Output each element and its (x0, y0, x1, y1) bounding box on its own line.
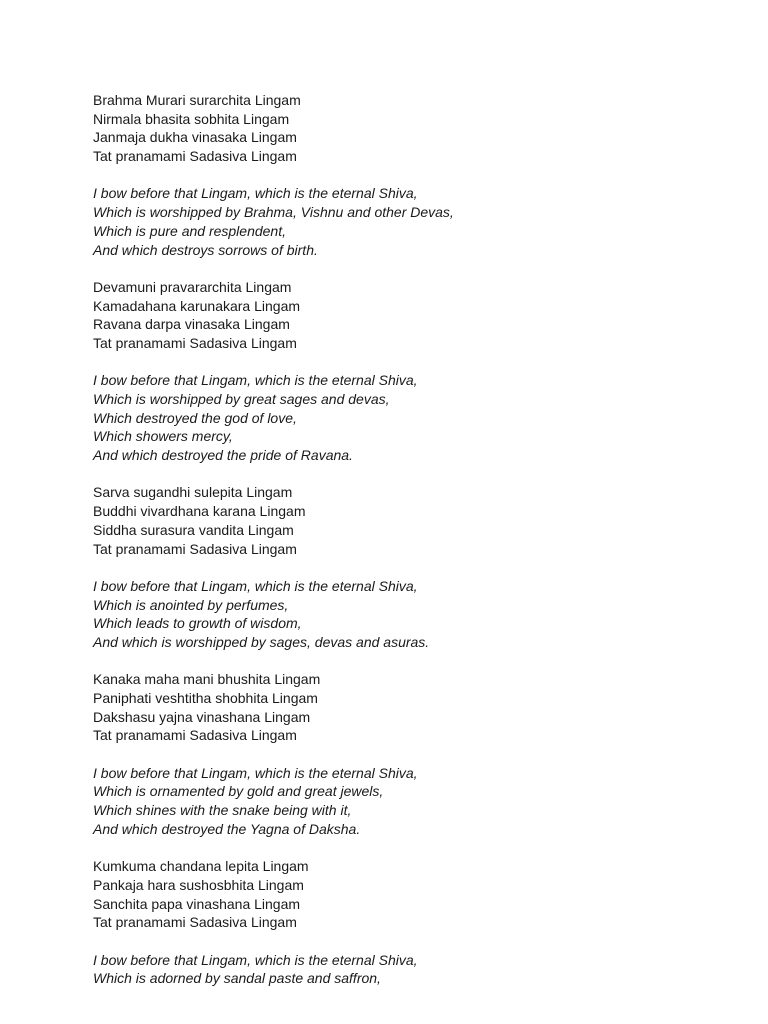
verse-stanza (93, 670, 733, 745)
translation-line: I bow before that Lingam, which is the eternal Shiva, (93, 764, 418, 781)
translation-line: And which destroyed the Yagna of Daksha. (93, 820, 361, 837)
translation-line: Which showers mercy, (93, 428, 233, 445)
verse-line: Buddhi vivardhana karana Lingam (93, 503, 306, 520)
verse-line: Siddha surasura vandita Lingam (93, 521, 294, 538)
verse-line: Tat pranamami Sadasiva Lingam (93, 540, 297, 557)
translation-line: Which leads to growth of wisdom, (93, 615, 302, 632)
verse-line: Tat pranamami Sadasiva Lingam (93, 727, 297, 744)
translation-line: And which destroyed the pride of Ravana. (93, 447, 353, 464)
translation-line: I bow before that Lingam, which is the eternal Shiva, (93, 577, 418, 594)
verse-line: Kumkuma chandana lepita Lingam (93, 858, 309, 875)
verse-line: Brahma Murari surarchita Lingam (93, 92, 301, 108)
verse-line: Nirmala bhasita sobhita Lingam (93, 110, 290, 127)
translation-line: I bow before that Lingam, which is the eternal Shiva, (93, 185, 418, 202)
translation-stanza (93, 577, 733, 652)
translation-line: I bow before that Lingam, which is the eternal Shiva, (93, 951, 418, 968)
verse-line: Janmaja dukha vinasaka Lingam (93, 129, 297, 146)
verse-line: Sarva sugandhi sulepita Lingam (93, 484, 293, 501)
verse-line: Ravana darpa vinasaka Lingam (93, 316, 290, 333)
translation-line: I bow before that Lingam, which is the eternal Shiva, (93, 372, 418, 389)
verse-line: Dakshasu yajna vinashana Lingam (93, 708, 311, 725)
verse-stanza (93, 483, 733, 558)
verse-line: Tat pranamami Sadasiva Lingam (93, 914, 297, 931)
verse-line: Paniphati veshtitha shobhita Lingam (93, 690, 318, 706)
verse-line: Sanchita papa vinashana Lingam (93, 895, 301, 912)
verse-line: Tat pranamami Sadasiva Lingam (93, 148, 297, 165)
translation-stanza (93, 951, 733, 988)
translation-stanza (93, 184, 733, 259)
verse-stanza (93, 91, 733, 166)
verse-stanza (93, 857, 733, 932)
translation-line: Which is adorned by sandal paste and saffron, (93, 970, 381, 987)
translation-line: Which is anointed by perfumes, (93, 596, 289, 613)
translation-line: And which destroys sorrows of birth. (93, 241, 318, 258)
translation-line: Which destroyed the god of love, (93, 409, 297, 426)
translation-line: And which is worshipped by sages, devas and asuras. (93, 633, 430, 650)
translation-line: Which shines with the snake being with it, (93, 802, 352, 819)
translation-line: Which is worshipped by Brahma, Vishnu and other Devas, (93, 204, 454, 221)
verse-line: Pankaja hara sushosbhita Lingam (93, 876, 304, 893)
translation-stanza (93, 764, 733, 839)
verse-line: Kamadahana karunakara Lingam (93, 297, 301, 314)
translation-line: Which is pure and resplendent, (93, 222, 286, 239)
translation-line: Which is worshipped by great sages and devas, (93, 391, 390, 407)
verse-line: Kanaka maha mani bhushita Lingam (93, 671, 321, 688)
verse-line: Tat pranamami Sadasiva Lingam (93, 334, 297, 351)
verse-line: Devamuni pravararchita Lingam (93, 278, 292, 295)
document-page (93, 91, 733, 1007)
translation-line: Which is ornamented by gold and great jewels, (93, 783, 384, 800)
translation-stanza (93, 371, 733, 464)
verse-stanza (93, 278, 733, 353)
